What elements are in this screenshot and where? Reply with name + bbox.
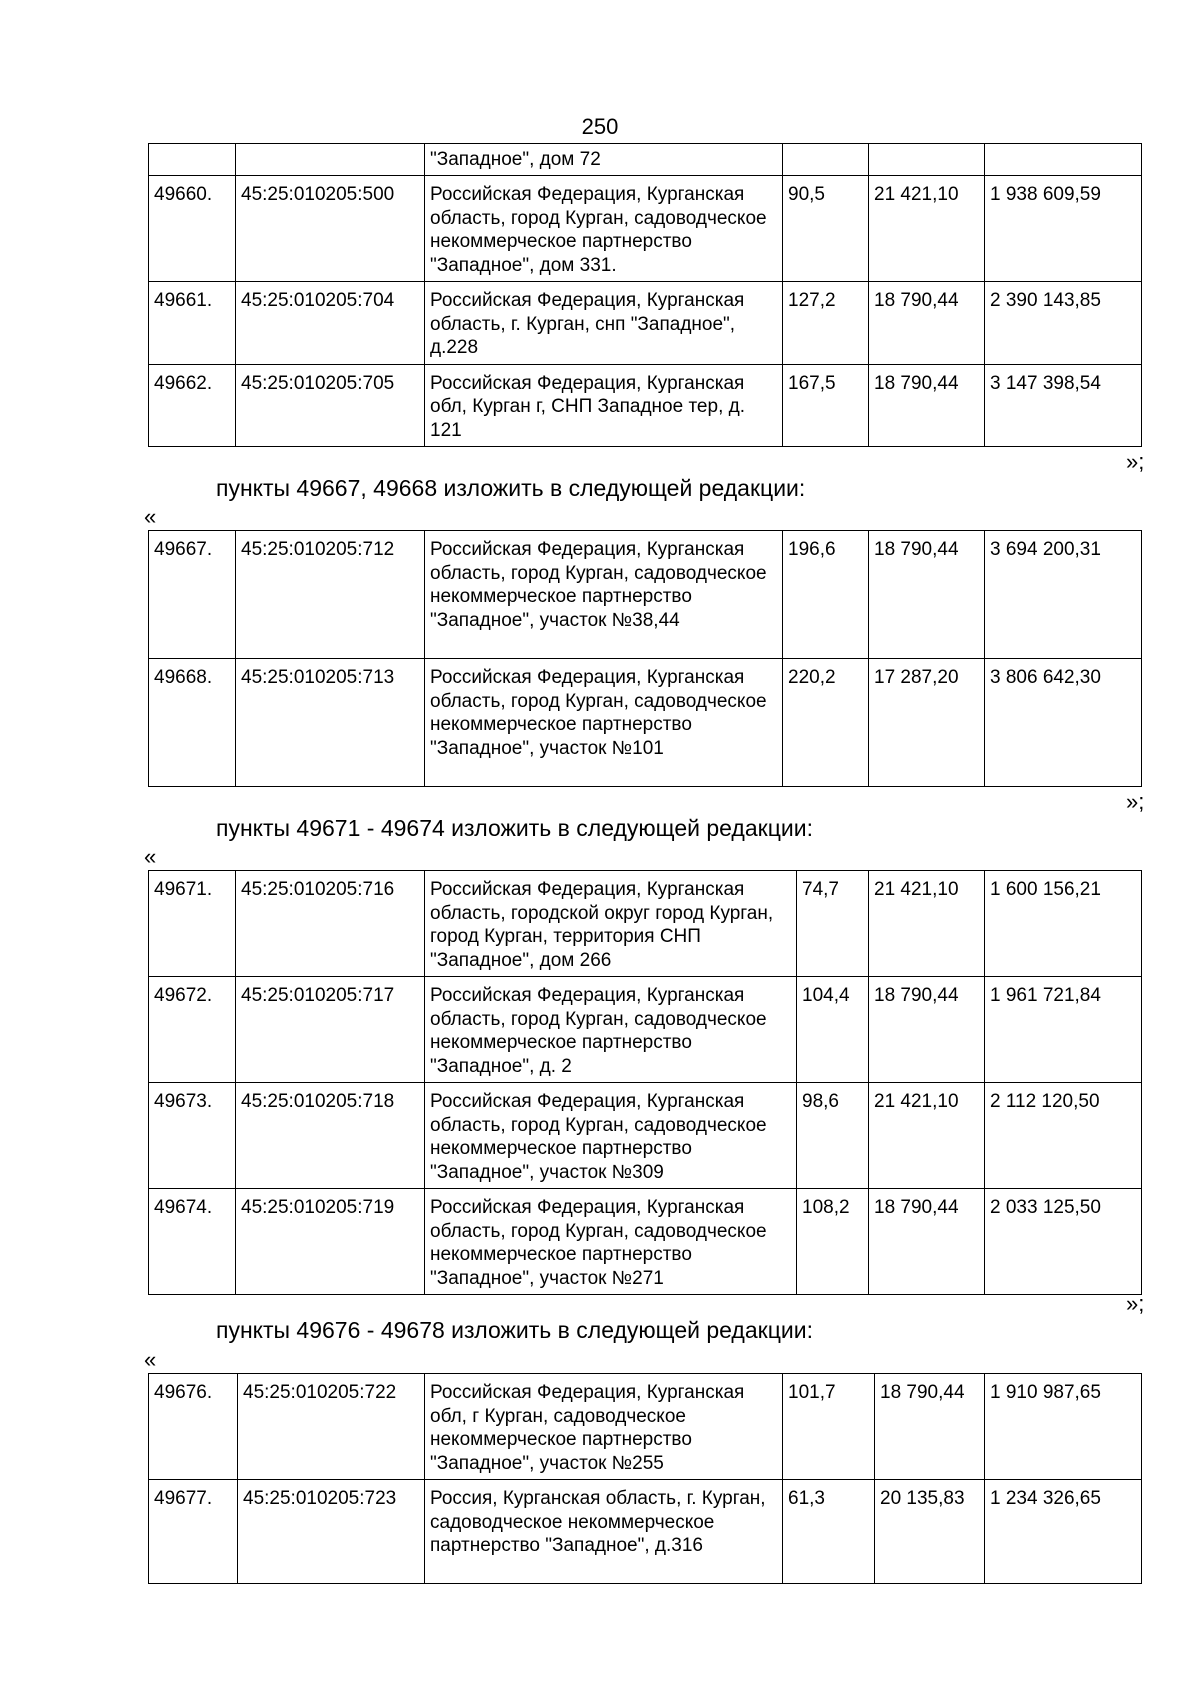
area-cell: 90,5 [783,176,869,282]
cadastral-value-cell: 1 938 609,59 [985,176,1142,282]
address-cell: Российская Федерация, Курганская область, городской округ город Курган, город Курган, территория СНП "Западное", дом 266 [425,871,797,977]
cadastral-number-cell: 45:25:010205:716 [236,871,425,977]
closing-quote: »; [1126,1291,1145,1316]
address-cell: Российская Федерация, Курганская область, город Курган, садоводческое некоммерческое партнерство "Западное", участок №38,44 [425,531,783,659]
table-row [149,1480,1142,1584]
cadastral-value-cell [985,144,1142,176]
row-number-cell: 49676. [149,1374,238,1480]
cadastral-number-cell: 45:25:010205:719 [236,1189,425,1295]
cadastral-number-cell: 45:25:010205:723 [238,1480,425,1584]
address-cell: Российская Федерация, Курганская область, город Курган, садоводческое некоммерческое партнерство "Западное", д. 2 [425,977,797,1083]
table-row [149,364,1142,447]
table-row [149,871,1142,977]
row-number-cell: 49677. [149,1480,238,1584]
table-row [149,282,1142,365]
table-row [149,176,1142,282]
unit-value-cell: 21 421,10 [869,176,985,282]
cadastral-number-cell: 45:25:010205:705 [236,364,425,447]
address-cell: Российская Федерация, Курганская область, г. Курган, снп "Западное", д.228 [425,282,783,365]
cadastral-number-cell: 45:25:010205:500 [236,176,425,282]
cadastral-number-cell: 45:25:010205:704 [236,282,425,365]
table-row [149,1083,1142,1189]
unit-value-cell: 21 421,10 [869,1083,985,1189]
unit-value-cell: 18 790,44 [869,282,985,365]
row-number-cell: 49672. [149,977,236,1083]
address-cell: Российская Федерация, Курганская область, город Курган, садоводческое некоммерческое партнерство "Западное", участок №271 [425,1189,797,1295]
cadastral-value-cell: 1 234 326,65 [985,1480,1142,1584]
row-number-cell: 49660. [149,176,236,282]
cadastral-number-cell: 45:25:010205:718 [236,1083,425,1189]
address-cell: Российская Федерация, Курганская обл, г Курган, садоводческое некоммерческое партнерство "Западное", участок №255 [425,1374,783,1480]
opening-quote: « [144,1347,157,1372]
property-table [148,143,1142,447]
area-cell: 220,2 [783,659,869,787]
row-number-cell: 49667. [149,531,236,659]
cadastral-value-cell: 3 147 398,54 [985,364,1142,447]
closing-quote: »; [1126,449,1145,474]
row-number-cell: 49671. [149,871,236,977]
unit-value-cell: 18 790,44 [869,531,985,659]
unit-value-cell: 18 790,44 [869,364,985,447]
row-number-cell: 49662. [149,364,236,447]
amendment-instruction: пункты 49667, 49668 изложить в следующей редакции: [216,475,806,501]
cadastral-value-cell: 1 910 987,65 [985,1374,1142,1480]
row-number-cell: 49661. [149,282,236,365]
closing-quote: »; [1126,789,1145,814]
area-cell: 167,5 [783,364,869,447]
address-cell: Россия, Курганская область, г. Курган, садоводческое некоммерческое партнерство "Западное", д.316 [425,1480,783,1584]
cadastral-number-cell: 45:25:010205:722 [238,1374,425,1480]
address-cell: Российская Федерация, Курганская область, город Курган, садоводческое некоммерческое партнерство "Западное", участок №101 [425,659,783,787]
unit-value-cell: 18 790,44 [875,1374,985,1480]
cadastral-number-cell: 45:25:010205:717 [236,977,425,1083]
property-table [148,1373,1142,1584]
amendment-instruction: пункты 49671 - 49674 изложить в следующей редакции: [216,815,813,841]
cadastral-value-cell: 1 600 156,21 [985,871,1142,977]
page-number: 250 [581,114,619,139]
area-cell [783,144,869,176]
cadastral-value-cell: 3 694 200,31 [985,531,1142,659]
row-number-cell: 49673. [149,1083,236,1189]
unit-value-cell: 18 790,44 [869,1189,985,1295]
area-cell: 127,2 [783,282,869,365]
area-cell: 61,3 [783,1480,875,1584]
address-cell: "Западное", дом 72 [425,144,783,176]
table-row [149,659,1142,787]
unit-value-cell: 18 790,44 [869,977,985,1083]
opening-quote: « [144,504,157,529]
cadastral-value-cell: 2 390 143,85 [985,282,1142,365]
cadastral-number-cell [236,144,425,176]
opening-quote: « [144,844,157,869]
address-cell: Российская Федерация, Курганская область, город Курган, садоводческое некоммерческое партнерство "Западное", дом 331. [425,176,783,282]
area-cell: 98,6 [797,1083,869,1189]
table-row [149,1374,1142,1480]
row-number-cell: 49674. [149,1189,236,1295]
area-cell: 101,7 [783,1374,875,1480]
cadastral-number-cell: 45:25:010205:713 [236,659,425,787]
area-cell: 104,4 [797,977,869,1083]
cadastral-number-cell: 45:25:010205:712 [236,531,425,659]
row-number-cell [149,144,236,176]
area-cell: 74,7 [797,871,869,977]
property-table [148,530,1142,787]
cadastral-value-cell: 2 112 120,50 [985,1083,1142,1189]
address-cell: Российская Федерация, Курганская область, город Курган, садоводческое некоммерческое партнерство "Западное", участок №309 [425,1083,797,1189]
table-row [149,531,1142,659]
property-table [148,870,1142,1295]
address-cell: Российская Федерация, Курганская обл, Курган г, СНП Западное тер, д. 121 [425,364,783,447]
unit-value-cell: 20 135,83 [875,1480,985,1584]
area-cell: 108,2 [797,1189,869,1295]
row-number-cell: 49668. [149,659,236,787]
amendment-instruction: пункты 49676 - 49678 изложить в следующей редакции: [216,1317,813,1343]
cadastral-value-cell: 2 033 125,50 [985,1189,1142,1295]
unit-value-cell: 21 421,10 [869,871,985,977]
area-cell: 196,6 [783,531,869,659]
cadastral-value-cell: 1 961 721,84 [985,977,1142,1083]
unit-value-cell [869,144,985,176]
table-row-continued [149,144,1142,176]
cadastral-value-cell: 3 806 642,30 [985,659,1142,787]
table-row [149,977,1142,1083]
table-row [149,1189,1142,1295]
unit-value-cell: 17 287,20 [869,659,985,787]
